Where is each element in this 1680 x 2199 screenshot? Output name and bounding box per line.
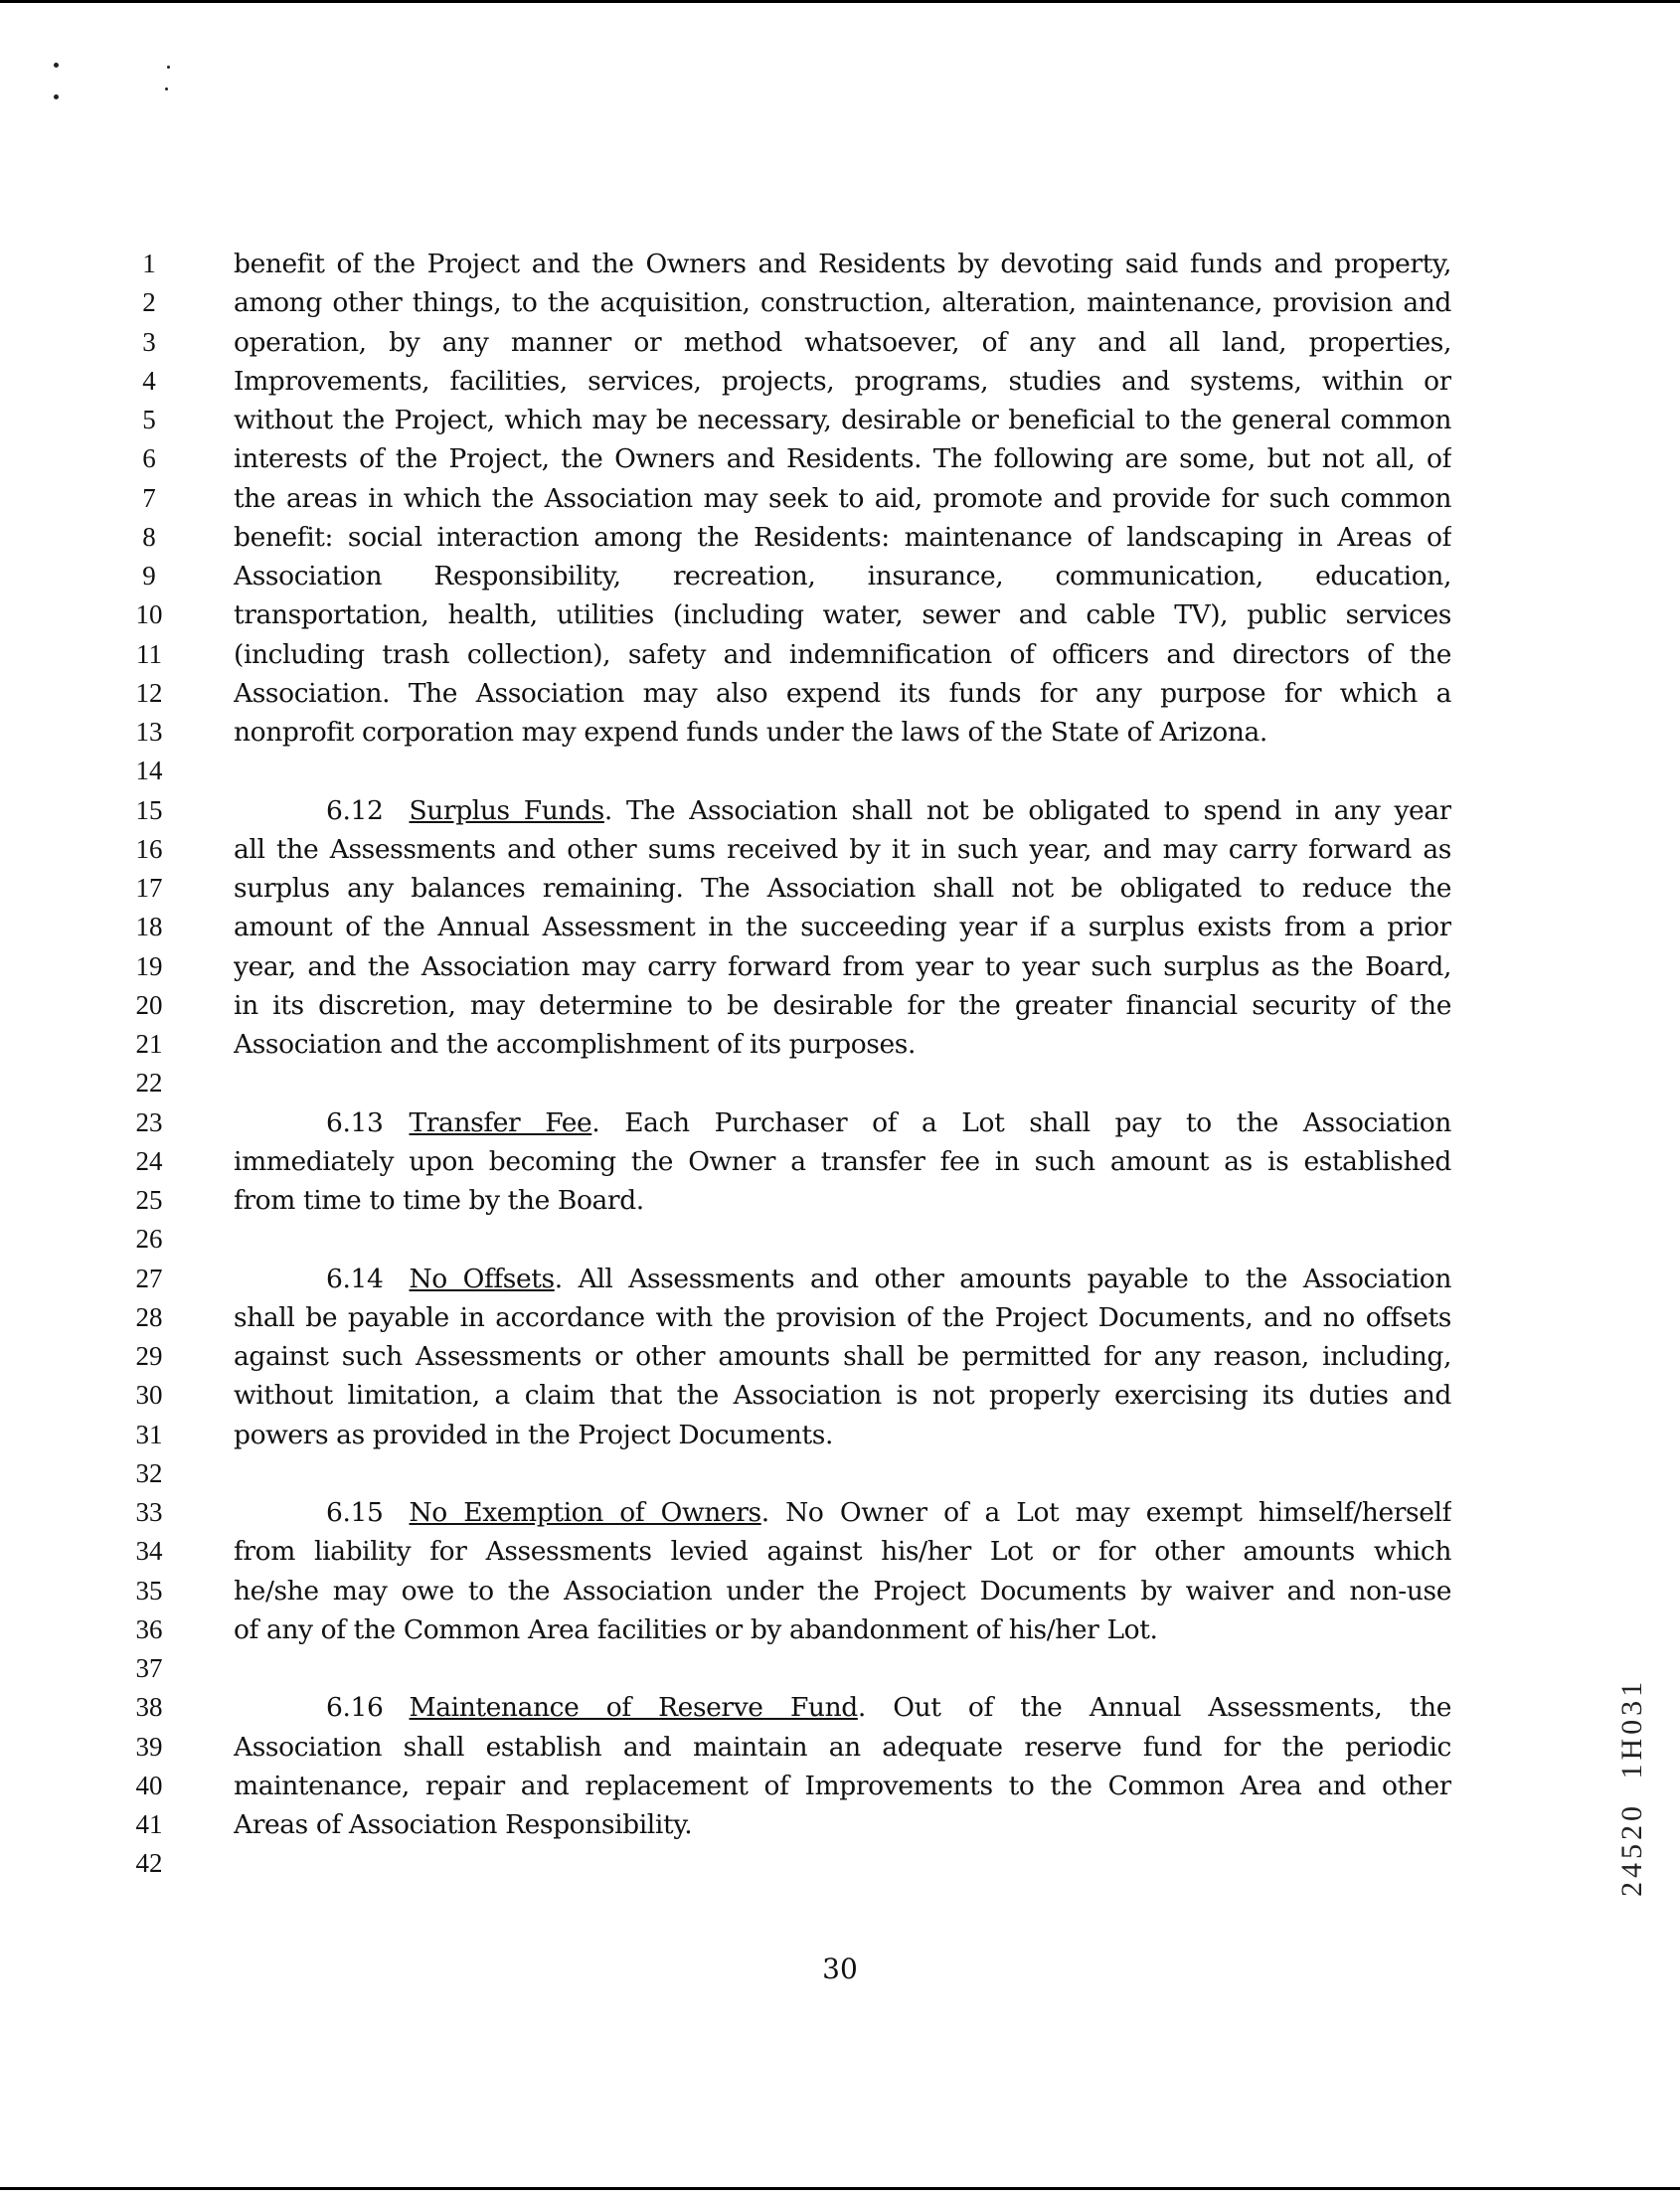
section-title: No Offsets bbox=[409, 1264, 555, 1294]
side-stamp bbox=[1615, 1666, 1649, 1897]
section-number: 6.14 bbox=[326, 1264, 384, 1294]
line-number: 37 bbox=[135, 1653, 163, 1683]
line-number: 21 bbox=[135, 1029, 163, 1059]
text-line: benefit of the Project and the Owners and Residents by devoting said funds and property, bbox=[234, 249, 1451, 279]
line-number: 17 bbox=[135, 873, 163, 903]
line-number: 29 bbox=[135, 1341, 163, 1371]
text-line: he/she may owe to the Association under the Project Documents by waiver and non-use bbox=[234, 1576, 1451, 1607]
section-body: Out of the Annual Assessments, the bbox=[893, 1692, 1451, 1723]
section-number: 6.15 bbox=[326, 1497, 384, 1528]
punctuation: . bbox=[857, 1692, 894, 1723]
line-number: 24 bbox=[135, 1146, 163, 1176]
spacer bbox=[383, 795, 409, 826]
text-line: Association and the accomplishment of its purposes. bbox=[234, 1029, 917, 1060]
line-number: 31 bbox=[135, 1420, 163, 1449]
punctuation: . bbox=[554, 1264, 579, 1294]
line-number: 12 bbox=[135, 678, 163, 708]
section-number: 6.16 bbox=[326, 1692, 384, 1723]
scan-speck bbox=[54, 94, 59, 99]
line-number: 30 bbox=[135, 1380, 163, 1410]
line-number: 15 bbox=[135, 795, 163, 825]
section-body: Each Purchaser of a Lot shall pay to the Association bbox=[624, 1107, 1451, 1138]
line-number: 11 bbox=[136, 639, 162, 669]
punctuation: . bbox=[603, 795, 626, 826]
spacer bbox=[383, 1692, 409, 1723]
section-heading-line bbox=[326, 1493, 1451, 1532]
text-line: without limitation, a claim that the Association is not properly exercising its duties and bbox=[234, 1380, 1451, 1411]
text-line: in its discretion, may determine to be desirable for the greater financial security of the bbox=[234, 990, 1451, 1021]
text-line: amount of the Annual Assessment in the succeeding year if a surplus exists from a prior bbox=[234, 912, 1451, 942]
text-line: among other things, to the acquisition, construction, alteration, maintenance, provision and bbox=[234, 287, 1451, 318]
line-number: 3 bbox=[142, 327, 156, 357]
line-number: 38 bbox=[135, 1692, 163, 1722]
text-line: Association shall establish and maintain an adequate reserve fund for the periodic bbox=[234, 1732, 1451, 1763]
line-number: 6 bbox=[142, 443, 156, 473]
section-title: Transfer Fee bbox=[409, 1107, 592, 1138]
line-number: 40 bbox=[135, 1771, 163, 1800]
line-number: 16 bbox=[135, 834, 163, 864]
side-stamp-part: 24520 bbox=[1615, 1802, 1648, 1897]
scan-speck bbox=[167, 66, 170, 69]
section-number: 6.12 bbox=[326, 795, 384, 826]
text-line: Areas of Association Responsibility. bbox=[234, 1809, 693, 1840]
text-line: against such Assessments or other amounts shall be permitted for any reason, including, bbox=[234, 1341, 1451, 1372]
text-line: benefit: social interaction among the Residents: maintenance of landscaping in Areas of bbox=[234, 522, 1451, 553]
scan-speck bbox=[54, 63, 59, 68]
line-number: 28 bbox=[135, 1302, 163, 1332]
section-number: 6.13 bbox=[326, 1107, 384, 1138]
text-line: Association. The Association may also expend its funds for any purpose for which a bbox=[234, 678, 1451, 709]
line-number: 36 bbox=[135, 1614, 163, 1644]
line-number: 27 bbox=[135, 1264, 163, 1293]
line-number: 5 bbox=[142, 405, 156, 434]
text-line: all the Assessments and other sums received by it in such year, and may carry forward as bbox=[234, 834, 1451, 865]
text-line: nonprofit corporation may expend funds under the laws of the State of Arizona. bbox=[234, 717, 1267, 748]
page-number: 30 bbox=[822, 1952, 858, 1985]
line-number: 42 bbox=[135, 1848, 163, 1878]
line-number: 39 bbox=[135, 1732, 163, 1762]
text-line: the areas in which the Association may seek to aid, promote and provide for such common bbox=[234, 483, 1451, 514]
section-body: No Owner of a Lot may exempt himself/herself bbox=[785, 1497, 1451, 1528]
line-number: 25 bbox=[135, 1185, 163, 1215]
side-stamp-part: 1H031 bbox=[1615, 1677, 1648, 1779]
line-number: 41 bbox=[135, 1809, 163, 1839]
text-line: surplus any balances remaining. The Association shall not be obligated to reduce the bbox=[234, 873, 1451, 904]
text-line: year, and the Association may carry forward from year to year such surplus as the Board, bbox=[234, 951, 1451, 982]
text-line: transportation, health, utilities (including water, sewer and cable TV), public services bbox=[234, 599, 1451, 630]
text-line: maintenance, repair and replacement of Improvements to the Common Area and other bbox=[234, 1771, 1451, 1801]
text-line: Association Responsibility, recreation, insurance, communication, education, bbox=[234, 561, 1451, 592]
line-number: 8 bbox=[142, 522, 156, 552]
line-number: 10 bbox=[135, 599, 163, 629]
section-heading-line bbox=[326, 791, 1451, 830]
text-line: of any of the Common Area facilities or by abandonment of his/her Lot. bbox=[234, 1614, 1158, 1645]
line-number: 18 bbox=[135, 912, 163, 941]
text-line: immediately upon becoming the Owner a transfer fee in such amount as is established bbox=[234, 1146, 1451, 1177]
line-number: 26 bbox=[135, 1224, 163, 1254]
line-number: 22 bbox=[135, 1068, 163, 1098]
line-number: 19 bbox=[135, 951, 163, 981]
section-body: All Assessments and other amounts payable to the Association bbox=[578, 1264, 1451, 1294]
line-number: 2 bbox=[142, 287, 156, 317]
text-line: Improvements, facilities, services, projects, programs, studies and systems, within or bbox=[234, 366, 1451, 397]
text-line: (including trash collection), safety and indemnification of officers and directors of the bbox=[234, 639, 1451, 670]
section-body: The Association shall not be obligated to spend in any year bbox=[625, 795, 1451, 826]
section-heading-line bbox=[326, 1260, 1451, 1298]
text-line: from liability for Assessments levied against his/her Lot or for other amounts which bbox=[234, 1536, 1451, 1567]
section-heading-line bbox=[326, 1103, 1451, 1142]
top-scan-rule bbox=[0, 0, 1680, 3]
text-line: operation, by any manner or method whatsoever, of any and all land, properties, bbox=[234, 327, 1451, 358]
line-number: 33 bbox=[135, 1497, 163, 1527]
line-number: 14 bbox=[135, 756, 163, 785]
text-line: without the Project, which may be necessary, desirable or beneficial to the general common bbox=[234, 405, 1451, 435]
section-title: Surplus Funds bbox=[409, 795, 604, 826]
spacer bbox=[383, 1264, 409, 1294]
text-line: from time to time by the Board. bbox=[234, 1185, 644, 1216]
text-line: interests of the Project, the Owners and Residents. The following are some, but not all, of bbox=[234, 443, 1451, 474]
line-number: 34 bbox=[135, 1536, 163, 1566]
spacer bbox=[383, 1107, 409, 1138]
scan-speck bbox=[165, 87, 168, 90]
line-number: 9 bbox=[142, 561, 156, 591]
section-title: Maintenance of Reserve Fund bbox=[409, 1692, 858, 1723]
punctuation: . bbox=[591, 1107, 625, 1138]
section-heading-line bbox=[326, 1688, 1451, 1727]
punctuation: . bbox=[760, 1497, 786, 1528]
line-number: 32 bbox=[135, 1458, 163, 1488]
text-line: shall be payable in accordance with the provision of the Project Documents, and no offsets bbox=[234, 1302, 1451, 1333]
line-number: 7 bbox=[142, 483, 156, 513]
bottom-scan-rule bbox=[0, 2187, 1680, 2190]
line-number: 13 bbox=[135, 717, 163, 747]
line-number: 23 bbox=[135, 1107, 163, 1137]
line-number: 35 bbox=[135, 1576, 163, 1606]
spacer bbox=[383, 1497, 409, 1528]
text-line: powers as provided in the Project Documents. bbox=[234, 1420, 833, 1450]
section-title: No Exemption of Owners bbox=[409, 1497, 761, 1528]
line-number: 1 bbox=[142, 249, 156, 278]
line-number: 20 bbox=[135, 990, 163, 1020]
line-number: 4 bbox=[142, 366, 156, 396]
